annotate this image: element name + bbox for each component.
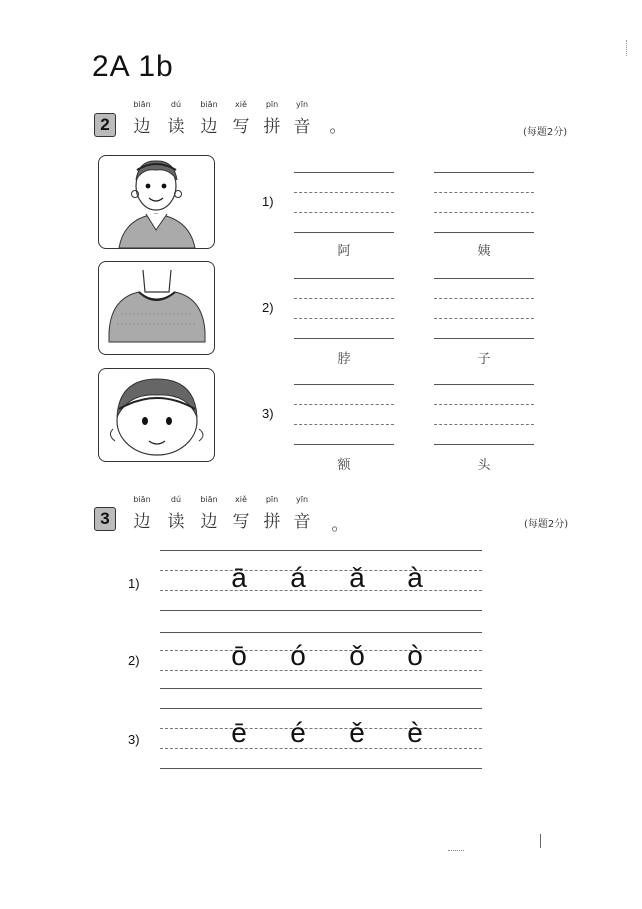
tone-vowel: á [290, 562, 306, 593]
woman-illustration [99, 156, 214, 248]
picture-neck [98, 261, 215, 355]
instruction-char: 读 [167, 117, 185, 137]
instruction-char: 拼 [263, 117, 281, 137]
tone-vowel: è [407, 717, 423, 748]
instruction-pinyin: pīn [265, 495, 279, 504]
instruction-pinyin: biān [133, 495, 151, 504]
instruction-pinyin: xiě [235, 495, 247, 504]
chinese-character: 脖 [337, 352, 351, 367]
item-label: 1) [128, 576, 140, 591]
instruction-pinyin: yīn [295, 100, 309, 109]
instruction-char: 音 [293, 512, 311, 532]
tone-vowel: ē [231, 717, 247, 748]
picture-boy [98, 368, 215, 462]
chinese-character: 姨 [477, 244, 491, 259]
tone-vowel: é [290, 717, 306, 748]
instruction-char: 拼 [263, 512, 281, 532]
question-number-badge: 2 [94, 113, 116, 137]
item-label: 1) [262, 194, 274, 209]
boy-face-illustration [99, 369, 214, 461]
item-label: 2) [262, 300, 274, 315]
chinese-character: 阿 [337, 244, 351, 259]
instruction-pinyin: dú [170, 495, 182, 504]
picture-woman [98, 155, 215, 249]
instruction-char: 读 [167, 512, 185, 532]
tone-vowel: ǎ [349, 562, 365, 593]
item-label: 2) [128, 653, 140, 668]
score-note: (每题2分) [524, 519, 569, 530]
page-title: 2A 1b [92, 50, 174, 83]
instruction-pinyin: biān [133, 100, 151, 109]
instruction-pinyin: pīn [265, 100, 279, 109]
instruction-char: 音 [293, 117, 311, 137]
chinese-character: 子 [477, 352, 491, 367]
instruction-char: 边 [133, 512, 151, 532]
instruction-pinyin: yīn [295, 495, 309, 504]
instruction-period: 。 [331, 515, 349, 535]
scan-mark [448, 850, 464, 851]
instruction-char: 写 [232, 512, 250, 532]
question-number-badge: 3 [94, 507, 116, 531]
instruction-pinyin: biān [200, 100, 218, 109]
tone-vowel: ō [231, 640, 247, 671]
tone-vowel: ò [407, 640, 423, 671]
instruction-char: 边 [200, 117, 218, 137]
item-label: 3) [128, 732, 140, 747]
instruction-char: 边 [200, 512, 218, 532]
chinese-character: 头 [477, 458, 491, 473]
chinese-character: 额 [337, 458, 351, 473]
tone-vowel: ě [349, 717, 365, 748]
scan-mark [540, 834, 544, 848]
instruction-period: 。 [329, 117, 347, 137]
score-note: (每题2分) [523, 127, 568, 138]
instruction-char: 写 [232, 117, 250, 137]
tone-vowel: ó [290, 640, 306, 671]
instruction-pinyin: xiě [235, 100, 247, 109]
instruction-pinyin: biān [200, 495, 218, 504]
tone-vowel: ǒ [349, 640, 365, 671]
instruction-char: 边 [133, 117, 151, 137]
instruction-pinyin: dú [170, 100, 182, 109]
tone-vowel: ā [231, 562, 247, 593]
tone-vowel: à [407, 562, 423, 593]
scan-mark [626, 40, 629, 56]
item-label: 3) [262, 406, 274, 421]
neck-illustration [99, 262, 214, 354]
